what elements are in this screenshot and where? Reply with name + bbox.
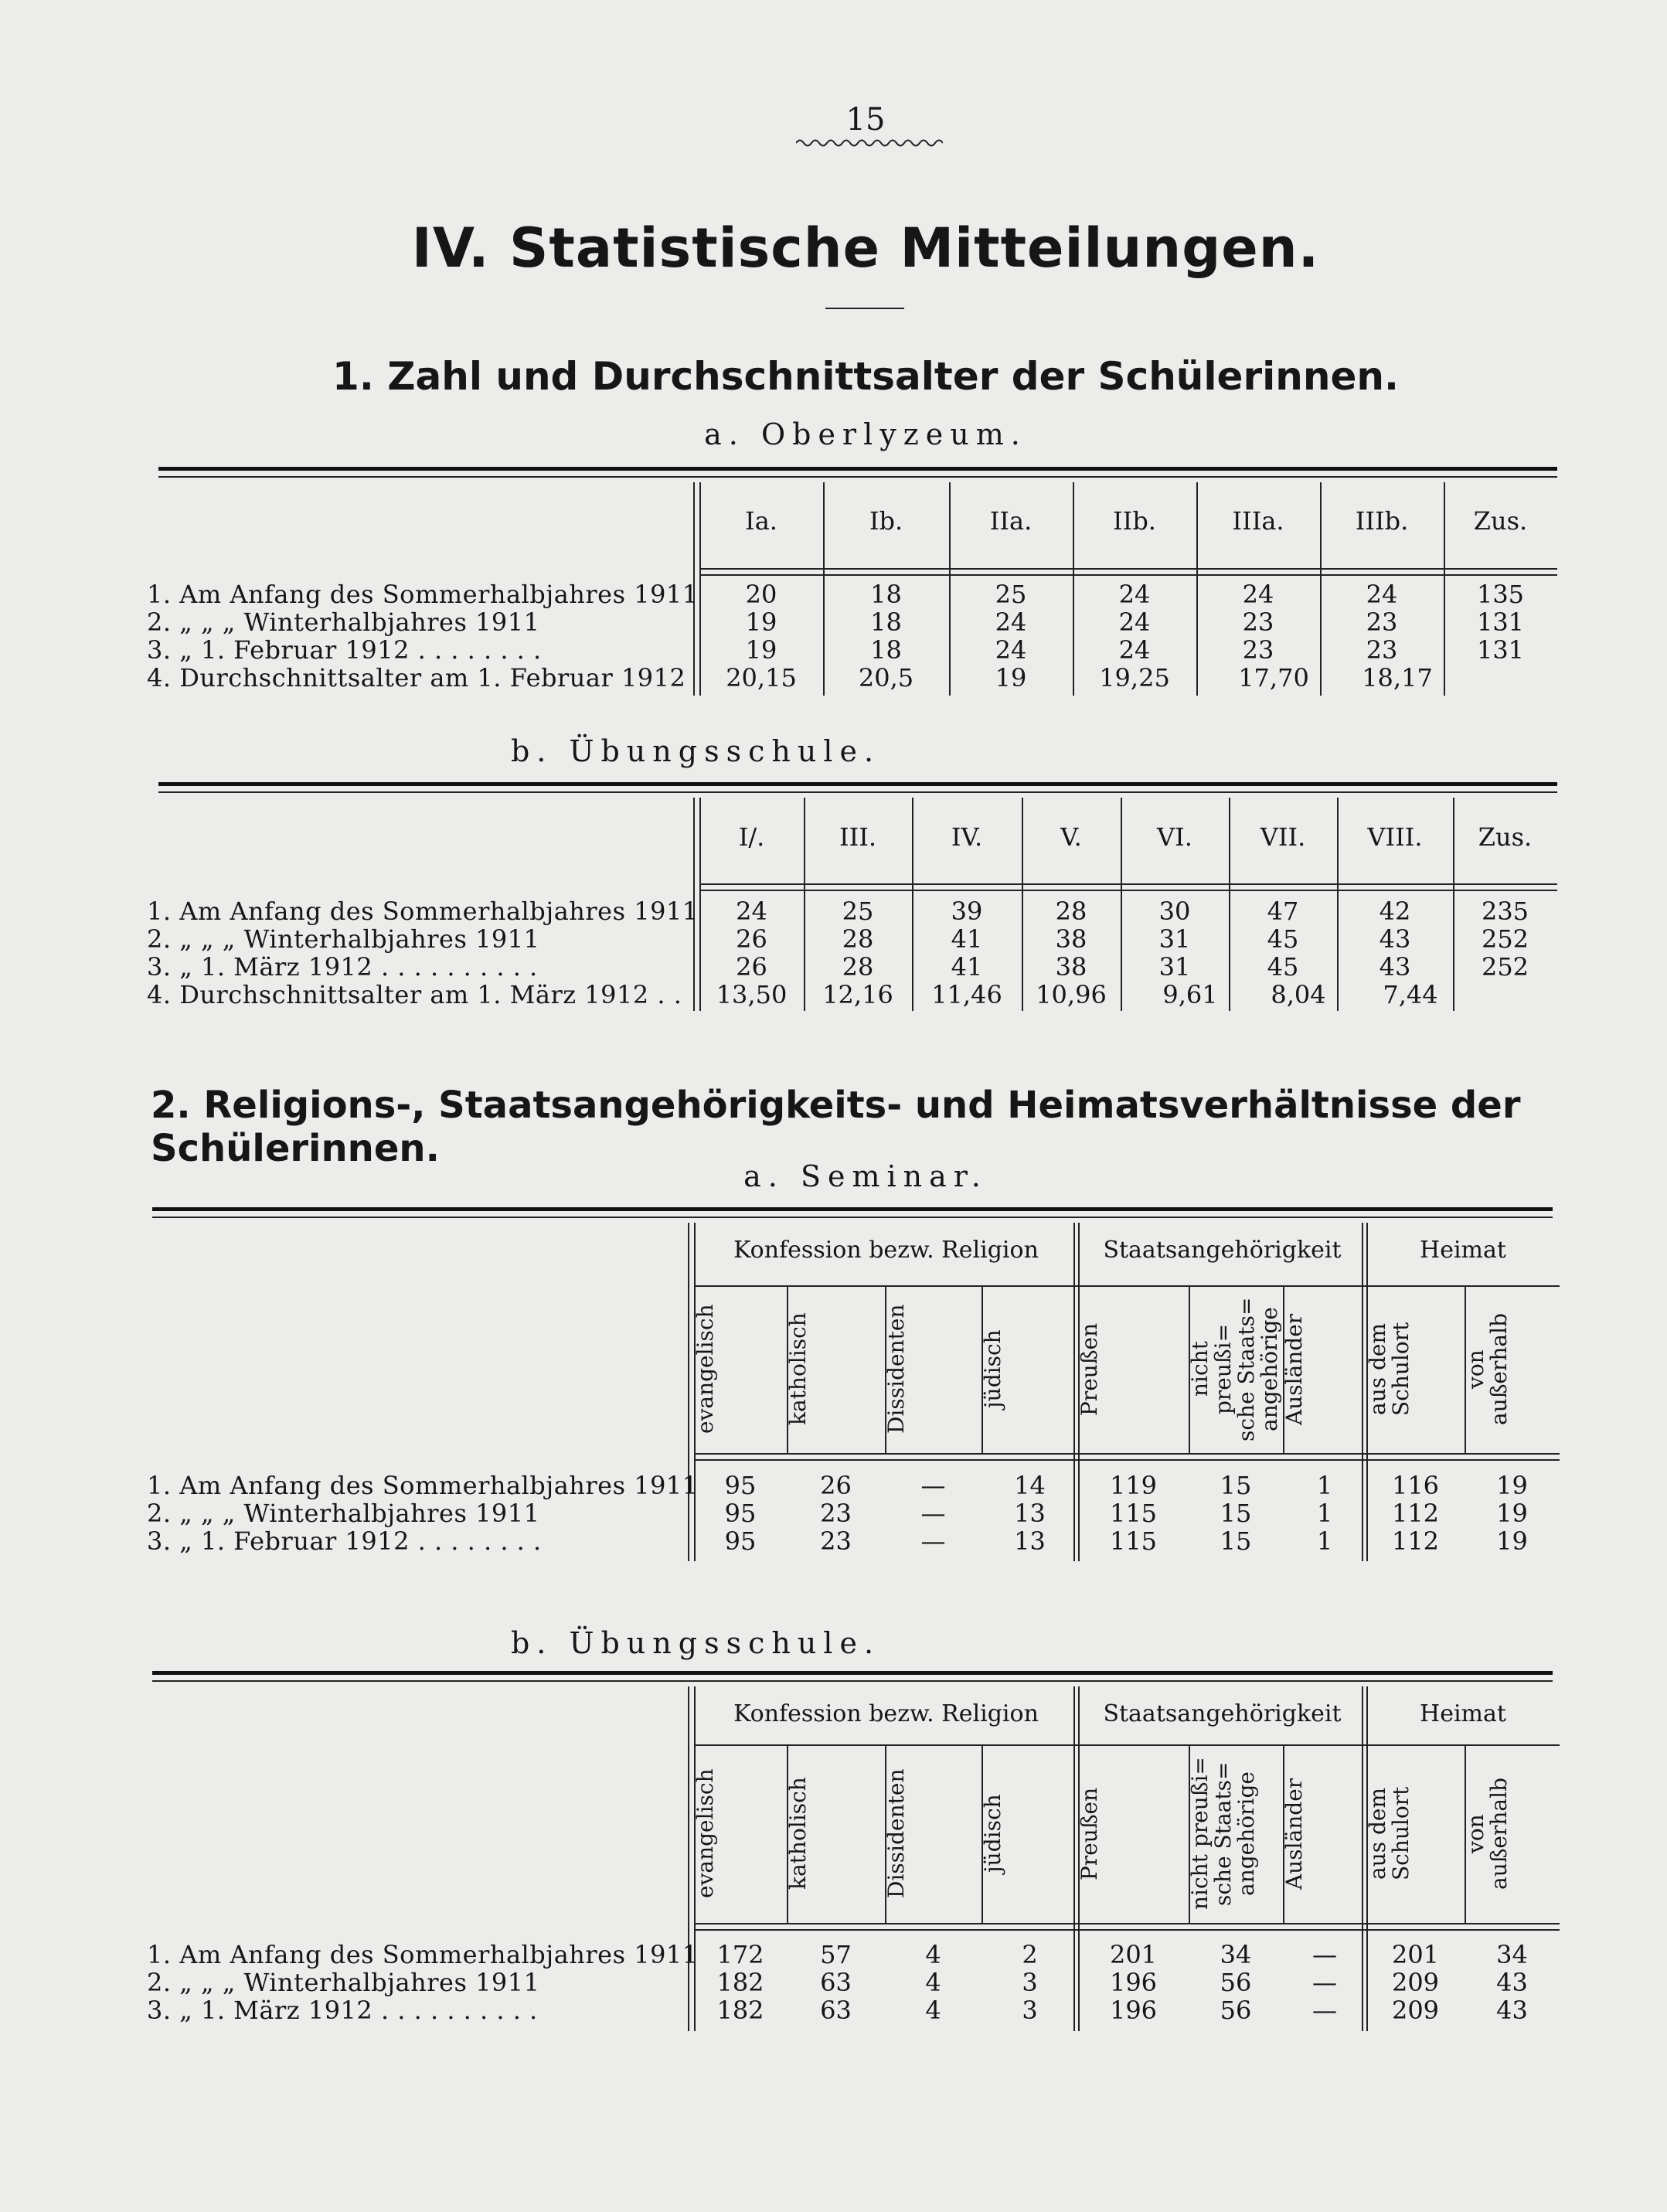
table-cell: 209 [1391,1968,1440,1997]
label-divider-outer [688,1223,689,1561]
table-cell: 41 [951,952,983,982]
table-1a-subtitle: a. Oberlyzeum. [704,417,1027,451]
table-cell: 1 [1316,1471,1333,1500]
table-cell: 95 [724,1499,757,1528]
table-cell: — [920,1471,946,1500]
header-rule [699,883,1557,885]
table-cell: 8,04 [1271,980,1326,1009]
table-cell: 57 [820,1940,852,1969]
table-cell: 209 [1391,1996,1440,2025]
table-cell: 28 [842,924,874,954]
table-cell: 23 [1366,607,1398,637]
table-2a-subtitle: a. Seminar. [743,1159,988,1193]
table-cell: 14 [1014,1471,1046,1500]
label-divider-outer [688,1686,689,2031]
table-cell: 43 [1496,1968,1528,1997]
group-header: Heimat [1420,1700,1506,1727]
table-cell: 18 [870,607,902,637]
table-cell: 45 [1267,952,1299,982]
table-cell: 24 [1118,635,1151,665]
row-label: 3. „ 1. Februar 1912 . . . . . . . . [147,635,542,665]
table-cell: 26 [736,952,767,982]
table-cell: 119 [1109,1471,1158,1500]
row-label: 3. „ 1. Februar 1912 . . . . . . . . [147,1526,542,1556]
table-cell: 18,17 [1362,663,1433,693]
table-cell: 18 [870,580,902,609]
table-cell: 38 [1055,952,1087,982]
row-label: 3. „ 1. März 1912 . . . . . . . . . . [147,952,538,982]
table-cell: 56 [1220,1996,1252,2025]
table-cell: 63 [820,1968,852,1997]
table-cell: 95 [724,1526,757,1556]
table-cell: 196 [1109,1996,1158,2025]
column-header-vertical: jüdisch [980,1794,1005,1873]
column-header-vertical: katholisch [785,1312,811,1426]
group-header: Staatsangehörigkeit [1103,1237,1342,1264]
table-2a-top-rule [152,1207,1553,1211]
table-cell: 25 [842,897,874,926]
column-header-vertical: nicht preußi= sche Staats= angehörige [1187,1297,1282,1441]
table-cell: — [1312,1996,1337,2025]
header-rule-2 [699,890,1557,891]
table-cell: 135 [1476,580,1525,609]
table-cell: 56 [1220,1968,1252,1997]
table-cell: 20,5 [858,663,914,693]
row-label: 4. Durchschnittsalter am 1. Februar 1912 [147,663,686,693]
row-label: 2. „ „ „ Winterhalbjahres 1911 [147,1968,540,1997]
table-cell: 24 [995,607,1027,637]
table-cell: 25 [995,580,1027,609]
section1-title: 1. Zahl und Durchschnittsalter der Schülerinnen. [332,354,1399,399]
table-cell: 95 [724,1471,757,1500]
column-header: VIII. [1367,822,1423,852]
table-cell: 13,50 [716,980,788,1009]
header-rule [694,1923,1560,1924]
table-1b-top-rule [158,782,1557,786]
table-cell: 172 [716,1940,764,1969]
table-cell: 20 [745,580,777,609]
table-cell: 252 [1481,952,1529,982]
table-cell: 3 [1022,1996,1038,2025]
table-1b-subtitle: b. Übungsschule. [510,734,881,768]
row-label: 1. Am Anfang des Sommerhalbjahres 1911 [147,1471,699,1500]
table-cell: 34 [1220,1940,1252,1969]
table-cell: 24 [1242,580,1274,609]
table-cell: 15 [1220,1499,1252,1528]
table-cell: 2 [1022,1940,1038,1969]
table-cell: — [1312,1940,1337,1969]
table-cell: 24 [1118,607,1151,637]
table-cell: 24 [1366,580,1398,609]
table-2b-top-rule-thin [152,1680,1553,1682]
table-cell: 15 [1220,1471,1252,1500]
row-label: 3. „ 1. März 1912 . . . . . . . . . . [147,1996,538,2025]
column-header: Ia. [745,506,777,536]
table-cell: — [920,1499,946,1528]
column-header-vertical: Preußen [1077,1787,1102,1880]
table-cell: 201 [1391,1940,1440,1969]
table-cell: 19 [1496,1471,1528,1500]
table-1b-top-rule-thin [158,791,1557,793]
table-cell: 41 [951,924,983,954]
page-heading: IV. Statistische Mitteilungen. [411,216,1320,280]
table-cell: 4 [925,1996,941,2025]
table-cell: 28 [1055,897,1087,926]
group-header: Staatsangehörigkeit [1103,1700,1342,1727]
column-header: Zus. [1473,506,1528,536]
table-cell: 43 [1379,924,1411,954]
table-cell: 11,46 [931,980,1002,1009]
column-header-vertical: Ausländer [1281,1778,1307,1890]
table-cell: 4 [925,1940,941,1969]
column-header-vertical: von außerhalb [1463,1313,1512,1425]
table-cell: 20,15 [726,663,797,693]
column-header-vertical: nicht preußi= sche Staats= angehörige [1187,1757,1259,1911]
table-cell: 43 [1496,1996,1528,2025]
column-header-vertical: aus dem Schulort [1365,1786,1414,1881]
table-cell: 9,61 [1162,980,1218,1009]
group-header-rule [694,1744,1560,1746]
table-cell: 252 [1481,924,1529,954]
table-cell: 15 [1220,1526,1252,1556]
column-header-vertical: Dissidenten [883,1304,909,1434]
row-label: 2. „ „ „ Winterhalbjahres 1911 [147,607,540,637]
table-cell: 201 [1109,1940,1158,1969]
header-rule-2 [694,1459,1560,1461]
header-rule-2 [699,574,1557,576]
table-cell: 26 [820,1471,852,1500]
table-cell: 182 [716,1968,764,1997]
table-cell: 112 [1391,1499,1440,1528]
header-rule [699,568,1557,570]
table-cell: 12,16 [822,980,893,1009]
table-cell: 47 [1267,897,1299,926]
table-cell: 19,25 [1099,663,1170,693]
row-label: 1. Am Anfang des Sommerhalbjahres 1911 [147,1940,699,1969]
table-cell: 13 [1014,1499,1046,1528]
table-cell: 39 [951,897,983,926]
section2-title: 2. Religions-, Staatsangehörigkeits- und Heimatsverhältnisse der Schülerinnen. [151,1084,1521,1170]
column-header-vertical: Ausländer [1281,1313,1307,1425]
table-cell: 23 [820,1499,852,1528]
table-cell: 4 [925,1968,941,1997]
column-header: IIa. [989,506,1033,536]
column-header-vertical: evangelisch [692,1304,718,1434]
table-cell: 24 [736,897,767,926]
table-cell: 10,96 [1036,980,1107,1009]
column-header-vertical: Preußen [1077,1322,1102,1416]
heading-rule [825,308,904,309]
table-cell: 23 [1366,635,1398,665]
table-cell: 3 [1022,1968,1038,1997]
header-rule-2 [694,1929,1560,1931]
column-header: VII. [1260,822,1306,852]
table-cell: 19 [745,635,777,665]
table-cell: 7,44 [1383,980,1438,1009]
row-label: 1. Am Anfang des Sommerhalbjahres 1911 [147,580,699,609]
table-cell: 1 [1316,1526,1333,1556]
table-2b-subtitle: b. Übungsschule. [510,1626,881,1660]
column-header: Ib. [869,506,903,536]
table-cell: 31 [1158,952,1191,982]
group-header: Konfession bezw. Religion [733,1237,1039,1264]
column-header: IIb. [1113,506,1156,536]
table-cell: 19 [1496,1499,1528,1528]
table-cell: 235 [1481,897,1529,926]
table-cell: 131 [1476,607,1525,637]
table-cell: 131 [1476,635,1525,665]
column-header-vertical: jüdisch [980,1329,1005,1409]
table-cell: 112 [1391,1526,1440,1556]
row-label: 2. „ „ „ Winterhalbjahres 1911 [147,1499,540,1528]
group-header: Konfession bezw. Religion [733,1700,1039,1727]
table-cell: 182 [716,1996,764,2025]
table-cell: 45 [1267,924,1299,954]
table-cell: 28 [842,952,874,982]
table-cell: 115 [1109,1499,1158,1528]
table-cell: 18 [870,635,902,665]
table-cell: 31 [1158,924,1191,954]
table-1a-top-rule-thin [158,476,1557,478]
table-cell: 63 [820,1996,852,2025]
table-cell: 30 [1158,897,1191,926]
column-header-vertical: evangelisch [692,1768,718,1899]
row-label: 2. „ „ „ Winterhalbjahres 1911 [147,924,540,954]
column-header: I/. [738,822,765,852]
column-header: VI. [1157,822,1192,852]
table-cell: — [1312,1968,1337,1997]
table-cell: 19 [1496,1526,1528,1556]
table-cell: 24 [995,635,1027,665]
column-header: III. [839,822,877,852]
column-header-vertical: von außerhalb [1463,1778,1512,1890]
table-cell: 116 [1391,1471,1440,1500]
table-cell: 1 [1316,1499,1333,1528]
column-header: IV. [951,822,983,852]
table-cell: 43 [1379,952,1411,982]
row-label: 1. Am Anfang des Sommerhalbjahres 1911 [147,897,699,926]
table-cell: 19 [995,663,1027,693]
column-header: Zus. [1478,822,1533,852]
table-cell: 19 [745,607,777,637]
table-cell: 38 [1055,924,1087,954]
table-cell: 34 [1496,1940,1528,1969]
wavy-ornament [796,138,943,148]
group-header-rule [694,1285,1560,1287]
row-label: 4. Durchschnittsalter am 1. März 1912 . . [147,980,682,1009]
table-cell: 13 [1014,1526,1046,1556]
group-header: Heimat [1420,1237,1506,1264]
table-cell: 42 [1379,897,1411,926]
table-cell: 24 [1118,580,1151,609]
column-header-vertical: Dissidenten [883,1768,909,1899]
column-header-vertical: aus dem Schulort [1365,1322,1414,1417]
table-cell: 23 [1242,635,1274,665]
column-header: V. [1060,822,1082,852]
table-cell: 196 [1109,1968,1158,1997]
column-header: IIIb. [1355,506,1409,536]
table-cell: 23 [820,1526,852,1556]
table-2a-top-rule-thin [152,1217,1553,1218]
table-cell: 23 [1242,607,1274,637]
column-header-vertical: katholisch [785,1777,811,1890]
table-2b-top-rule [152,1671,1553,1675]
table-cell: 26 [736,924,767,954]
table-cell: 115 [1109,1526,1158,1556]
table-1a-top-rule [158,467,1557,471]
table-cell: 17,70 [1238,663,1309,693]
header-rule [694,1453,1560,1455]
table-cell: — [920,1526,946,1556]
column-header: IIIa. [1232,506,1284,536]
page-number: 15 [845,102,886,138]
